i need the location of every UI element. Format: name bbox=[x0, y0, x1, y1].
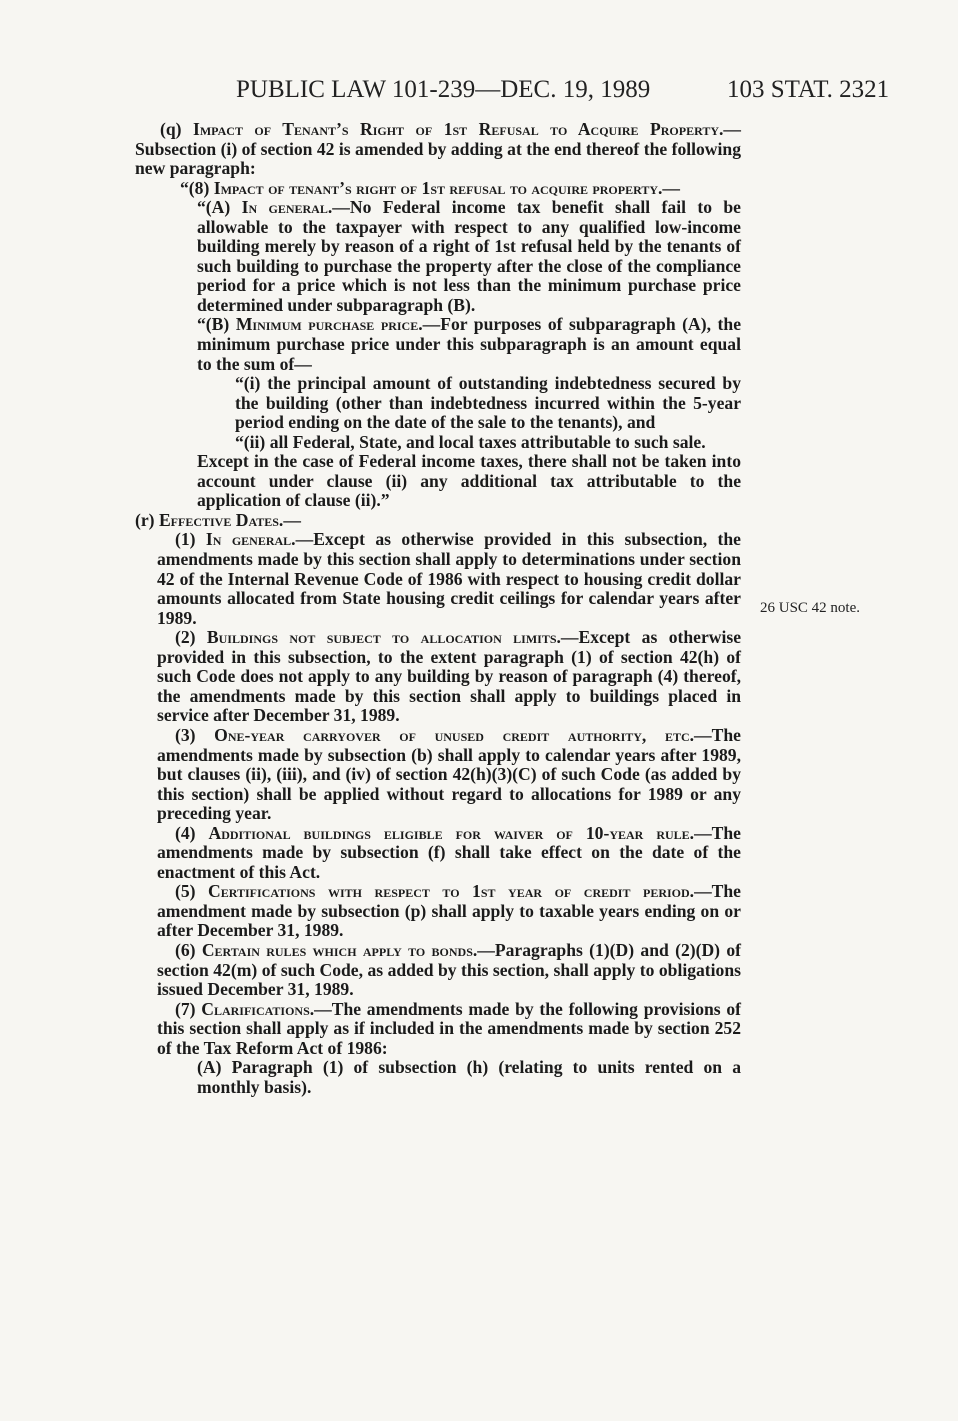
effective-5 bbox=[135, 882, 741, 941]
effective-6-text: —Paragraphs (1)(D) and (2)(D) of section 42(m) of such Code, as added by this section, shall apply to obligations issued December 31, 1989. bbox=[157, 939, 742, 1000]
effective-7-heading: Clarifications. bbox=[201, 998, 315, 1019]
subsection-q-text: —Subsection (i) of section 42 is amended by adding at the end thereof the following new paragraph: bbox=[135, 119, 741, 179]
effective-4 bbox=[135, 824, 741, 883]
effective-3-heading: One-year carryover of unused credit authority, etc. bbox=[214, 724, 695, 745]
subsection-r-dash: — bbox=[283, 509, 301, 530]
subparagraph-A bbox=[135, 198, 741, 315]
subsection-q bbox=[135, 120, 741, 179]
subparagraph-A-label: “(A) bbox=[197, 197, 242, 218]
subparagraph-A-heading: In general. bbox=[241, 197, 333, 218]
effective-7 bbox=[135, 1000, 741, 1059]
subsection-r bbox=[135, 511, 741, 531]
subparagraph-B-heading: Minimum purchase price. bbox=[235, 314, 423, 335]
paragraph-8-dash: — bbox=[662, 177, 680, 198]
effective-6-heading: Certain rules which apply to bonds. bbox=[201, 939, 478, 960]
subparagraph-B-text: —For purposes of subparagraph (A), the minimum purchase price under this subparagraph is an amount equal to the sum of— bbox=[197, 314, 741, 374]
subsection-q-label: (q) bbox=[160, 119, 193, 139]
effective-4-heading: Additional buildings eligible for waiver of 10-year rule. bbox=[208, 822, 695, 843]
effective-7-text: —The amendments made by the following provisions of this section shall apply as if included in the amendments made by section 252 of the Tax Reform Act of 1986: bbox=[157, 998, 741, 1058]
effective-7-label: (7) bbox=[175, 998, 202, 1019]
effective-2-heading: Buildings not subject to allocation limits. bbox=[206, 627, 561, 648]
subparagraph-B bbox=[135, 315, 741, 374]
effective-4-text: —The amendments made by subsection (f) shall take effect on the date of the enactment of this Act. bbox=[157, 822, 741, 882]
effective-5-text: —The amendment made by subsection (p) shall apply to taxable years ending on or after December 31, 1989. bbox=[157, 881, 741, 941]
subparagraph-B-label: “(B) bbox=[197, 314, 236, 335]
subsection-r-heading: Effective Dates. bbox=[158, 509, 284, 530]
effective-1 bbox=[135, 530, 741, 628]
running-header: PUBLIC LAW 101-239—DEC. 19, 1989 bbox=[236, 76, 651, 103]
effective-5-label: (5) bbox=[175, 881, 209, 902]
subparagraph-A-text: —No Federal income tax benefit shall fail to be allowable to the taxpayer with respect to any qualified low-income building merely by reason of a right of 1st refusal held by the tenants of such building to purchase the property after the close of the compliance period for a price which is not less than the minimum purchase price determined under subparagraph (B). bbox=[197, 197, 741, 315]
margin-note: 26 USC 42 note. bbox=[760, 600, 861, 616]
effective-2 bbox=[135, 628, 741, 726]
page-number: 103 STAT. 2321 bbox=[727, 76, 890, 103]
statute-body bbox=[135, 120, 741, 1097]
paragraph-8 bbox=[135, 179, 741, 199]
effective-3-label: (3) bbox=[175, 724, 215, 745]
effective-1-text: —Except as otherwise provided in this subsection, the amendments made by this section shall apply to determinations under section 42 of the Internal Revenue Code of 1986 with respect to housing credit dollar amounts allocated from State housing credit ceilings for calendar years after 1989. bbox=[157, 529, 741, 628]
effective-2-text: —Except as otherwise provided in this subsection, to the extent paragraph (1) of section 42(h) of such Code does not apply to any building by reason of paragraph (4) thereof, the amendments made by this section shall apply to buildings placed in service after December 31, 1989. bbox=[157, 627, 742, 726]
effective-3 bbox=[135, 726, 741, 824]
effective-3-text: —The amendments made by subsection (b) shall apply to calendar years after 1989, but clauses (ii), (iii), and (iv) of section 42(h)(3)(C) of such Code (as added by this section) shall be applied without regard to allocations for 1989 or any preceding year. bbox=[157, 724, 741, 824]
clause-ii: “(ii) all Federal, State, and local taxes attributable to such sale. bbox=[235, 431, 706, 452]
effective-2-label: (2) bbox=[175, 627, 207, 648]
paragraph-8-label: “(8) bbox=[180, 177, 214, 198]
effective-4-label: (4) bbox=[175, 822, 209, 843]
paragraph-8-heading: Impact of tenant’s right of 1st refusal to acquire property. bbox=[213, 177, 663, 198]
except-clause: Except in the case of Federal income taxes, there shall not be taken into account under clause (ii) any additional tax attributable to the application of clause (ii).” bbox=[197, 451, 741, 511]
effective-6 bbox=[135, 941, 741, 1000]
clarification-A: (A) Paragraph (1) of subsection (h) (relating to units rented on a monthly basis). bbox=[197, 1057, 741, 1097]
effective-6-label: (6) bbox=[175, 939, 202, 960]
subsection-q-heading: Impact of Tenant’s Right of 1st Refusal to Acquire Property. bbox=[193, 119, 724, 139]
effective-5-heading: Certifications with respect to 1st year of credit period. bbox=[208, 881, 695, 902]
effective-1-label: (1) bbox=[175, 529, 206, 550]
clause-i: “(i) the principal amount of outstanding indebtedness secured by the building (other than indebtedness incurred within the 5-year period ending on the date of the sale to the tenants), and bbox=[235, 373, 741, 433]
effective-1-heading: In general. bbox=[205, 529, 296, 550]
subsection-r-label: (r) bbox=[135, 509, 159, 530]
